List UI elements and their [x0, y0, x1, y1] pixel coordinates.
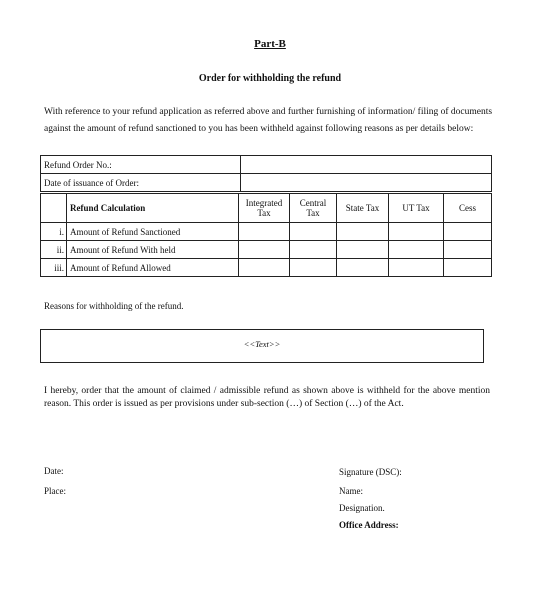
- ut-tax-cell: [389, 259, 444, 277]
- table-row: [41, 223, 492, 241]
- cess-cell: [444, 259, 492, 277]
- reasons-text-box[interactable]: [40, 329, 484, 363]
- ut-tax-header: UT Tax: [389, 194, 444, 223]
- cess-header: Cess: [444, 194, 492, 223]
- date-of-issuance-value: [241, 174, 492, 192]
- name-label: Name:: [339, 486, 363, 496]
- cess-cell: [444, 223, 492, 241]
- row-label: Amount of Refund With held: [67, 241, 239, 259]
- date-of-issuance-label: Date of issuance of Order:: [41, 174, 241, 192]
- intro-paragraph: With reference to your refund application as referred above and further furnishing of information/ filing of documents against the amount of refund sanctioned to you has been withheld against following reasons as per details below:: [44, 107, 493, 134]
- date-of-issuance-row: [41, 174, 492, 192]
- row-number: ii.: [41, 241, 67, 259]
- refund-order-no-label: Refund Order No.:: [41, 156, 241, 174]
- part-heading: Part-B: [254, 38, 286, 50]
- central-tax-cell: [290, 223, 337, 241]
- table-row: [41, 259, 492, 277]
- row-label: Amount of Refund Allowed: [67, 259, 239, 277]
- row-label: Amount of Refund Sanctioned: [67, 223, 239, 241]
- row-number: i.: [41, 223, 67, 241]
- designation-label: Designation.: [339, 503, 385, 513]
- state-tax-cell: [337, 259, 389, 277]
- state-tax-cell: [337, 223, 389, 241]
- integrated-tax-header: Integrated Tax: [239, 194, 290, 223]
- serial-header-cell: [41, 194, 67, 223]
- row-number: iii.: [41, 259, 67, 277]
- document-title: Order for withholding the refund: [198, 73, 342, 84]
- integrated-tax-cell: [239, 241, 290, 259]
- refund-calculation-table: [40, 193, 492, 277]
- state-tax-header: State Tax: [337, 194, 389, 223]
- text-placeholder: <<Text>>: [243, 339, 281, 349]
- ut-tax-cell: [389, 241, 444, 259]
- refund-calculation-header: Refund Calculation: [67, 194, 239, 223]
- state-tax-cell: [337, 241, 389, 259]
- integrated-tax-cell: [239, 223, 290, 241]
- central-tax-cell: [290, 259, 337, 277]
- central-tax-header: Central Tax: [290, 194, 337, 223]
- date-label: Date:: [44, 466, 64, 476]
- ut-tax-cell: [389, 223, 444, 241]
- table-header-row: [41, 194, 492, 223]
- refund-order-no-row: [41, 156, 492, 174]
- cess-cell: [444, 241, 492, 259]
- order-statement: I hereby, order that the amount of claimed / admissible refund as shown above is withheld for the above mention reason. This order is issued as per provisions under sub-section (…) of Section (…) of the Act.: [44, 386, 490, 409]
- order-info-table: [40, 155, 492, 192]
- table-row: [41, 241, 492, 259]
- office-address-label: Office Address:: [339, 520, 399, 530]
- signature-label: Signature (DSC):: [339, 467, 402, 477]
- central-tax-cell: [290, 241, 337, 259]
- refund-order-no-value: [241, 156, 492, 174]
- reasons-label: Reasons for withholding of the refund.: [44, 301, 184, 311]
- place-label: Place:: [44, 486, 66, 496]
- integrated-tax-cell: [239, 259, 290, 277]
